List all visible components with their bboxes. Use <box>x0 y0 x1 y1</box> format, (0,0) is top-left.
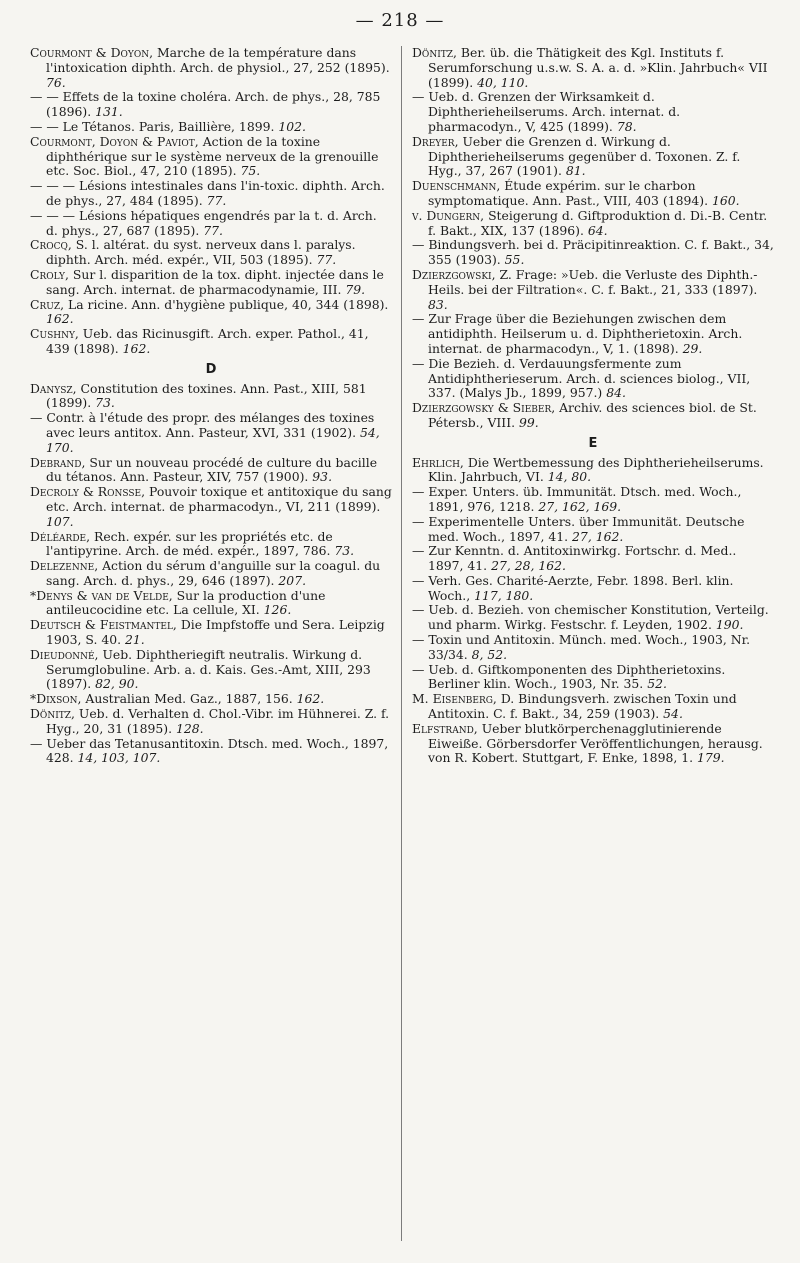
entry-citation: — Experimentelle Unters. über Immunität. Deutsche med. Woch., 1897, 41. <box>412 513 745 544</box>
bibliography-entry <box>412 692 774 722</box>
bibliography-entry <box>30 179 392 209</box>
entry-citation: Ueb. das Ricinusgift. Arch. exper. Pathol., 41, 439 (1898). <box>46 326 369 356</box>
entry-citation: Rech. expér. sur les propriétés etc. de l'antipyrine. Arch. de méd. expér., 1897, 786. <box>46 528 335 559</box>
bibliography-entry <box>30 707 392 737</box>
bibliography-entry <box>412 135 774 179</box>
entry-citation: — Zur Frage über die Beziehungen zwischen dem antidiphth. Heilserum u. d. Diphtherietoxin. Arch. internat. de pharmacodyn., V, 1. (1898). <box>412 311 743 356</box>
bibliography-entry <box>30 135 392 179</box>
entry-author: Dönitz, <box>412 45 457 60</box>
entry-page-refs: 27, 28, 162. <box>491 558 566 574</box>
page-number: — 218 — <box>355 10 445 31</box>
entry-page-refs: 162. <box>46 311 74 327</box>
entry-author: Croly, <box>30 266 69 282</box>
entry-author: Deutsch & Feistmantel, <box>30 617 177 633</box>
entry-author: Dönitz, <box>30 706 75 722</box>
entry-page-refs: 84. <box>606 385 626 401</box>
entry-page-refs: 55. <box>504 252 525 268</box>
bibliography-entry <box>412 90 774 134</box>
entry-citation: — Toxin und Antitoxin. Münch. med. Woch., 1903, Nr. 33/34. <box>412 632 751 662</box>
entry-author: M. Eisenberg, <box>412 691 497 707</box>
entry-page-refs: 93. <box>312 469 333 485</box>
entry-page-refs: 79. <box>345 281 366 297</box>
bibliography-entry <box>412 179 774 209</box>
bibliography-entry <box>30 46 392 90</box>
bibliography-entry <box>412 312 774 356</box>
entry-citation: Steigerung d. Giftproduktion d. Di.-B. Centr. f. Bakt., XIX, 137 (1896). <box>428 207 768 238</box>
bibliography-entry <box>30 209 392 239</box>
entry-citation: Marche de la température dans l'intoxication diphth. Arch. de physiol., 27, 252 (1895). <box>46 45 390 75</box>
bibliography-entry <box>412 46 774 90</box>
entry-citation: Étude expérim. sur le charbon symptomatique. Ann. Past., VIII, 403 (1894). <box>428 178 712 208</box>
entry-citation: — Contr. à l'étude des propr. des mélanges des toxines avec leurs antitox. Ann. Pasteur, XVI, 331 (1902). <box>30 410 375 440</box>
entry-page-refs: 27, 162. <box>572 528 624 544</box>
entry-author: Danysz, <box>30 380 77 396</box>
entry-citation: Z. Frage: »Ueb. die Verluste des Diphth.-Heils. bei der Filtration«. C. f. Bakt., 21, 333 (1897). <box>428 266 758 297</box>
entry-citation: Sur un nouveau procédé de culture du bacille du tétanos. Ann. Pasteur, XIV, 757 (1900). <box>46 454 378 485</box>
entry-page-refs: 75. <box>240 163 261 179</box>
entry-citation: — — — Lésions hépatiques engendrés par la t. d. Arch. d. phys., 27, 687 (1895). <box>30 207 377 238</box>
bibliography-entry <box>412 603 774 633</box>
entry-page-refs: 78. <box>616 118 637 134</box>
entry-citation: Ueber blutkörperchenagglutinierende Eiweiße. Görbersdorfer Veröffentlichungen, herausg. von R. Kobert. Stuttgart, F. Enke, 1898, 1. <box>428 720 763 766</box>
entry-citation: S. l. altérat. du syst. nerveux dans l. paralys. diphth. Arch. méd. expér., VII, 503 (1895). <box>46 237 356 268</box>
entry-author: v. Dungern, <box>412 207 485 223</box>
entry-page-refs: 21. <box>124 632 145 648</box>
entry-citation: — — Le Tétanos. Paris, Baillière, 1899. <box>30 118 279 134</box>
entry-citation: — Exper. Unters. üb. Immunität. Dtsch. med. Woch., 1891, 976, 1218. <box>412 484 742 514</box>
entry-author: Elfstrand, <box>412 720 478 736</box>
bibliography-entry <box>30 737 392 767</box>
bibliography-entry <box>30 692 392 707</box>
entry-author: Dreyer, <box>412 133 459 149</box>
bibliography-entry <box>412 574 774 604</box>
bibliography-entry <box>30 268 392 298</box>
bibliography-entry <box>30 589 392 619</box>
entry-page-refs: 81. <box>565 163 586 179</box>
entry-citation: D. Bindungsverh. zwischen Toxin und Antitoxin. C. f. Bakt., 34, 259 (1903). <box>428 691 737 722</box>
entry-author: Cruz, <box>30 296 65 312</box>
entry-citation: Sur l. disparition de la tox. dipht. injectée dans le sang. Arch. internat. de pharmacodynamie, III. <box>46 266 384 297</box>
entry-author: Debrand, <box>30 454 86 470</box>
bibliography-entry <box>412 663 774 693</box>
entry-citation: La ricine. Ann. d'hygiène publique, 40, 344 (1898). <box>64 296 389 312</box>
bibliography-entry <box>412 544 774 574</box>
entry-page-refs: 54, 170. <box>46 424 380 455</box>
bibliography-entry <box>30 120 392 135</box>
left-column <box>30 46 392 766</box>
entry-author: Crocq, <box>30 237 72 253</box>
entry-citation: — Ueber das Tetanusantitoxin. Dtsch. med. Woch., 1897, 428. <box>30 735 389 766</box>
entry-citation: — Bindungsverh. bei d. Präcipitinreaktion. C. f. Bakt., 34, 355 (1903). <box>412 237 774 268</box>
entry-page-refs: 52. <box>647 676 667 692</box>
entry-citation: — Ueb. d. Bezieh. von chemischer Konstitution, Verteilg. und pharm. Wirkg. Festschr. f. Leyden, 1902. <box>412 602 769 633</box>
entry-page-refs: 107. <box>46 513 74 529</box>
entry-citation: Ueber die Grenzen d. Wirkung d. Diphtherieheilserums gegenüber d. Toxonen. Z. f. Hyg., 37, 267 (1901). <box>428 133 741 179</box>
bibliography-entry <box>412 515 774 545</box>
entry-page-refs: 126. <box>263 602 292 618</box>
bibliography-entry <box>412 209 774 239</box>
entry-citation: Ber. üb. die Thätigkeit des Kgl. Instituts f. Serumforschung u.s.w. S. A. a. d. »Klin. Jahrbuch« VII (1899). <box>428 45 768 90</box>
entry-citation: Australian Med. Gaz., 1887, 156. <box>81 691 297 707</box>
section-heading-e: E <box>588 435 598 451</box>
entry-author: Delezenne, <box>30 558 99 574</box>
entry-page-refs: 77. <box>203 222 223 238</box>
bibliography-entry <box>30 530 392 560</box>
entry-citation: — — Effets de la toxine choléra. Arch. de phys., 28, 785 (1896). <box>30 89 381 120</box>
bibliography-entry <box>412 485 774 515</box>
entry-citation: — Ueb. d. Grenzen der Wirksamkeit d. Diphtherieheilserums. Arch. internat. d. pharmacodyn., V, 425 (1899). <box>412 89 681 134</box>
entry-author: Decroly & Ronsse, <box>30 484 146 500</box>
section-heading-d: D <box>205 361 217 377</box>
entry-citation: Sur la production d'une antileucocidine etc. La cellule, XI. <box>46 587 326 618</box>
bibliography-entry <box>30 559 392 589</box>
bibliography-entry <box>412 633 774 663</box>
entry-page-refs: 54. <box>663 706 683 722</box>
entry-citation: Ueb. Diphtheriegift neutralis. Wirkung d. Serumglobuline. Arb. a. d. Kais. Ges.-Amt, XIII, 293 (1897). <box>46 646 371 692</box>
entry-page-refs: 77. <box>316 252 337 268</box>
entry-page-refs: 27, 162, 169. <box>538 498 622 514</box>
entry-citation: Archiv. des sciences biol. de St. Pétersb., VIII. <box>428 400 757 430</box>
entry-citation: Pouvoir toxique et antitoxique du sang etc. Arch. internat. de pharmacodyn., VI, 211 (1899). <box>46 484 392 514</box>
entry-citation: Die Impfstoffe und Sera. Leipzig 1903, S. 40. <box>46 617 385 648</box>
entry-page-refs: 162. <box>296 691 325 707</box>
entry-citation: — Ueb. d. Giftkomponenten des Diphtherietoxins. Berliner klin. Woch., 1903, Nr. 35. <box>412 661 726 692</box>
bibliography-entry <box>30 618 392 648</box>
entry-citation: Die Wertbemessung des Diphtherieheilserums. Klin. Jahrbuch, VI. <box>428 454 764 485</box>
bibliography-entry <box>30 90 392 120</box>
entry-page-refs: 83. <box>428 296 448 312</box>
entry-author: Déléarde, <box>30 528 91 544</box>
entry-page-refs: 82, 90. <box>95 676 139 692</box>
bibliography-entry <box>30 485 392 529</box>
entry-page-refs: 160. <box>711 192 740 208</box>
bibliography-entry <box>30 298 392 328</box>
entry-page-refs: 40, 110. <box>477 74 529 90</box>
bibliography-entry <box>30 648 392 692</box>
entry-page-refs: 207. <box>278 572 307 588</box>
entry-page-refs: 162. <box>122 340 151 356</box>
entry-page-refs: 14, 80. <box>547 469 592 485</box>
entry-page-refs: 190. <box>715 617 744 633</box>
entry-author: Courmont, Doyon & Paviot, <box>30 133 199 149</box>
entry-page-refs: 14, 103, 107. <box>77 750 161 766</box>
entry-page-refs: 99. <box>518 414 539 430</box>
right-column <box>412 46 774 766</box>
entry-page-refs: 73. <box>334 543 355 559</box>
bibliography-entry <box>412 238 774 268</box>
entry-author: *Dixson, <box>30 691 82 707</box>
entry-page-refs: 76. <box>46 74 66 90</box>
entry-page-refs: 117, 180. <box>474 587 534 603</box>
entry-author: Dzierzgowski, <box>412 266 496 282</box>
entry-page-refs: 77. <box>206 192 227 208</box>
column-divider <box>401 46 402 1241</box>
entry-author: *Denys & van de Velde, <box>30 587 173 603</box>
bibliography-entry <box>412 268 774 312</box>
bibliography-entry <box>30 327 392 357</box>
bibliography-entry <box>30 382 392 412</box>
entry-citation: Ueb. d. Verhalten d. Chol.-Vibr. im Hühnerei. Z. f. Hyg., 20, 31 (1895). <box>46 706 390 736</box>
bibliography-entry <box>412 357 774 401</box>
entry-citation: — Die Bezieh. d. Verdauungsfermente zum Antidiphtherieserum. Arch. d. sciences biolog., VII, 337. (Malys Jb., 1899, 957.) <box>412 355 751 401</box>
entry-author: Cushny, <box>30 326 79 342</box>
entry-citation: — — — Lésions intestinales dans l'in-toxic. diphth. Arch. de phys., 27, 484 (1895). <box>30 178 385 208</box>
entry-page-refs: 131. <box>95 104 123 120</box>
entry-author: Ehrlich, <box>412 454 464 470</box>
bibliography-entry <box>412 722 774 766</box>
entry-citation: Action du sérum d'anguille sur la coagul. du sang. Arch. d. phys., 29, 646 (1897). <box>46 558 381 588</box>
entry-citation: Action de la toxine diphthérique sur le système nerveux de la grenouille etc. Soc. Biol., 47, 210 (1895). <box>46 133 379 179</box>
bibliography-entry <box>412 456 774 486</box>
entry-author: Dzierzgowsky & Sieber, <box>412 400 556 416</box>
entry-page-refs: 64. <box>587 222 608 238</box>
entry-page-refs: 8, 52. <box>471 646 508 662</box>
entry-citation: — Verh. Ges. Charité-Aerzte, Febr. 1898. Berl. klin. Woch., <box>412 572 734 603</box>
entry-page-refs: 29. <box>682 340 703 356</box>
bibliography-entry <box>30 456 392 486</box>
entry-author: Dieudonné, <box>30 646 99 662</box>
bibliography-entry <box>30 238 392 268</box>
entry-author: Duenschmann, <box>412 178 501 194</box>
entry-page-refs: 102. <box>278 118 306 134</box>
entry-author: Courmont & Doyon, <box>30 45 154 60</box>
entry-page-refs: 73. <box>95 395 115 411</box>
entry-page-refs: 128. <box>175 720 204 736</box>
bibliography-entry <box>412 401 774 431</box>
bibliography-entry <box>30 411 392 455</box>
entry-page-refs: 179. <box>696 750 725 766</box>
entry-citation: Constitution des toxines. Ann. Past., XIII, 581 (1899). <box>46 380 367 411</box>
entry-citation: — Zur Kenntn. d. Antitoxinwirkg. Fortschr. d. Med.. 1897, 41. <box>412 543 737 574</box>
